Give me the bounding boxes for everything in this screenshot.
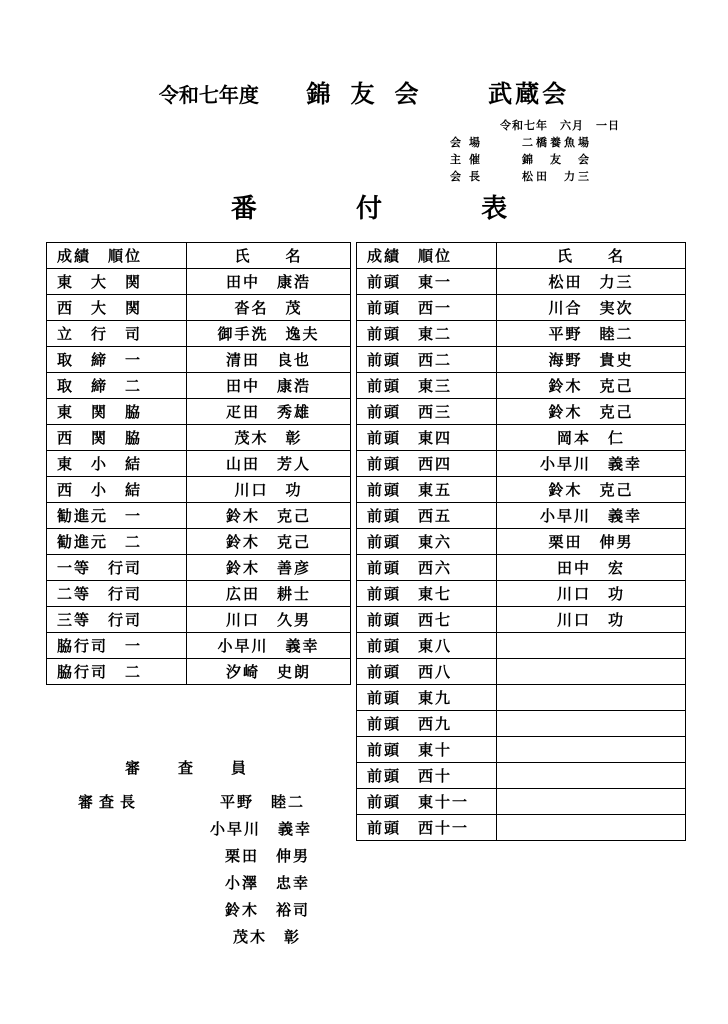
name-cell: 汐崎 史朗 [187, 659, 351, 685]
name-cell: 川口 久男 [187, 607, 351, 633]
table-row [47, 633, 351, 659]
chair-value: 松田 力三 [522, 170, 592, 183]
rank-cell: 前頭 東一 [357, 269, 497, 295]
table-row [357, 425, 686, 451]
name-cell: 御手洗 逸夫 [187, 321, 351, 347]
table-header-row [357, 243, 686, 269]
event-name: 武蔵会 [488, 79, 570, 108]
judges-section [70, 757, 360, 957]
rank-cell: 一等 行司 [47, 555, 187, 581]
name-cell: 平野 睦二 [497, 321, 686, 347]
judge-name: 茂木 彰 [233, 928, 302, 946]
table-row [357, 607, 686, 633]
name-cell: 松田 力三 [497, 269, 686, 295]
rank-cell: 西 大 関 [47, 295, 187, 321]
rank-cell: 前頭 西一 [357, 295, 497, 321]
name-cell: 鈴木 克己 [187, 503, 351, 529]
event-date: 令和七年 六月 一日 [500, 119, 620, 132]
rank-cell: 脇行司 二 [47, 659, 187, 685]
rank-cell: 前頭 西六 [357, 555, 497, 581]
table-row [357, 477, 686, 503]
name-column-header: 氏 名 [497, 243, 686, 269]
rank-cell: 前頭 東七 [357, 581, 497, 607]
name-cell: 疋田 秀雄 [187, 399, 351, 425]
name-column-header: 氏 名 [187, 243, 351, 269]
name-cell: 川合 実次 [497, 295, 686, 321]
rank-cell: 勧進元 二 [47, 529, 187, 555]
table-row [47, 451, 351, 477]
name-cell: 川口 功 [187, 477, 351, 503]
table-row [47, 425, 351, 451]
name-cell: 海野 貴史 [497, 347, 686, 373]
rank-cell: 前頭 西十 [357, 763, 497, 789]
rank-cell: 前頭 東十一 [357, 789, 497, 815]
venue-value: 二橋養魚場 [522, 136, 592, 149]
rank-cell: 前頭 西九 [357, 711, 497, 737]
host-label: 主催 [450, 153, 488, 166]
rank-cell: 前頭 西七 [357, 607, 497, 633]
table-row [357, 555, 686, 581]
name-cell: 小早川 義幸 [187, 633, 351, 659]
name-cell [497, 711, 686, 737]
rank-cell: 西 関 脇 [47, 425, 187, 451]
rank-cell: 脇行司 一 [47, 633, 187, 659]
chair-label: 会長 [450, 170, 488, 183]
table-row [47, 477, 351, 503]
judge-name: 栗田 伸男 [225, 847, 311, 865]
name-cell: 鈴木 克己 [187, 529, 351, 555]
table-row [47, 503, 351, 529]
banzuke-title [0, 188, 728, 228]
rank-cell: 前頭 東二 [357, 321, 497, 347]
table-row [357, 503, 686, 529]
name-cell: 小早川 義幸 [497, 451, 686, 477]
rank-cell: 前頭 西十一 [357, 815, 497, 841]
table-row [357, 685, 686, 711]
name-cell: 鈴木 善彦 [187, 555, 351, 581]
name-cell: 岡本 仁 [497, 425, 686, 451]
rank-column-header: 成績 順位 [357, 243, 497, 269]
rank-cell: 東 関 脇 [47, 399, 187, 425]
name-cell [497, 685, 686, 711]
banzuke-char: 付 [355, 194, 382, 224]
rank-column-header: 成績 順位 [47, 243, 187, 269]
name-cell: 田中 康浩 [187, 269, 351, 295]
name-cell: 川口 功 [497, 581, 686, 607]
table-row [47, 347, 351, 373]
rank-cell: 取 締 二 [47, 373, 187, 399]
era-year: 令和七年度 [158, 83, 259, 107]
rank-cell: 前頭 東五 [357, 477, 497, 503]
name-cell: 鈴木 克己 [497, 373, 686, 399]
name-cell: 田中 康浩 [187, 373, 351, 399]
name-cell: 沓名 茂 [187, 295, 351, 321]
rank-cell: 前頭 西四 [357, 451, 497, 477]
name-cell [497, 789, 686, 815]
name-cell [497, 763, 686, 789]
table-row [47, 659, 351, 685]
table-row [47, 295, 351, 321]
rank-cell: 東 大 関 [47, 269, 187, 295]
rank-cell: 前頭 西三 [357, 399, 497, 425]
table-row [357, 295, 686, 321]
table-row [47, 607, 351, 633]
table-row [357, 633, 686, 659]
chief-judge-label: 審査長 [78, 793, 142, 811]
banzuke-table-left [46, 242, 351, 685]
table-row [47, 581, 351, 607]
table-row [357, 789, 686, 815]
table-row [47, 373, 351, 399]
table-row [357, 373, 686, 399]
rank-cell: 前頭 東三 [357, 373, 497, 399]
table-row [357, 269, 686, 295]
rank-cell: 前頭 西五 [357, 503, 497, 529]
table-row [47, 399, 351, 425]
judge-name: 平野 睦二 [220, 793, 306, 811]
rank-cell: 前頭 西二 [357, 347, 497, 373]
table-row [357, 399, 686, 425]
table-row [357, 581, 686, 607]
rank-cell: 東 小 結 [47, 451, 187, 477]
name-cell: 鈴木 克己 [497, 477, 686, 503]
table-row [357, 529, 686, 555]
judge-name: 鈴木 裕司 [225, 901, 311, 919]
name-cell [497, 815, 686, 841]
judges-heading: 審査員 [125, 759, 285, 777]
name-cell [497, 659, 686, 685]
name-cell: 茂木 彰 [187, 425, 351, 451]
rank-cell: 立 行 司 [47, 321, 187, 347]
name-cell: 山田 芳人 [187, 451, 351, 477]
table-row [47, 555, 351, 581]
table-row [357, 451, 686, 477]
table-row [357, 347, 686, 373]
name-cell: 広田 耕士 [187, 581, 351, 607]
table-row [357, 815, 686, 841]
judge-name: 小澤 忠幸 [225, 874, 311, 892]
rank-cell: 前頭 東九 [357, 685, 497, 711]
judge-name: 小早川 義幸 [210, 820, 313, 838]
table-row [47, 529, 351, 555]
host-value: 錦 友 会 [522, 153, 592, 166]
name-cell [497, 737, 686, 763]
rank-cell: 取 締 一 [47, 347, 187, 373]
rank-cell: 前頭 東六 [357, 529, 497, 555]
table-row [357, 763, 686, 789]
name-cell: 川口 功 [497, 607, 686, 633]
name-cell [497, 633, 686, 659]
rank-cell: 前頭 西八 [357, 659, 497, 685]
name-cell: 栗田 伸男 [497, 529, 686, 555]
rank-cell: 前頭 東四 [357, 425, 497, 451]
table-row [47, 269, 351, 295]
rank-cell: 勧進元 一 [47, 503, 187, 529]
name-cell: 小早川 義幸 [497, 503, 686, 529]
venue-label: 会場 [450, 136, 488, 149]
rank-cell: 二等 行司 [47, 581, 187, 607]
rank-cell: 前頭 東八 [357, 633, 497, 659]
name-cell: 鈴木 克己 [497, 399, 686, 425]
name-cell: 清田 良也 [187, 347, 351, 373]
table-row [357, 659, 686, 685]
table-row [47, 321, 351, 347]
table-header-row [47, 243, 351, 269]
table-row [357, 711, 686, 737]
rank-cell: 前頭 東十 [357, 737, 497, 763]
table-row [357, 737, 686, 763]
banzuke-char: 表 [481, 194, 508, 224]
banzuke-table-right [356, 242, 686, 841]
document-title [0, 74, 728, 114]
rank-cell: 三等 行司 [47, 607, 187, 633]
rank-cell: 西 小 結 [47, 477, 187, 503]
club-name: 錦友会 [306, 79, 439, 108]
banzuke-char: 番 [230, 194, 257, 224]
name-cell: 田中 宏 [497, 555, 686, 581]
table-row [357, 321, 686, 347]
